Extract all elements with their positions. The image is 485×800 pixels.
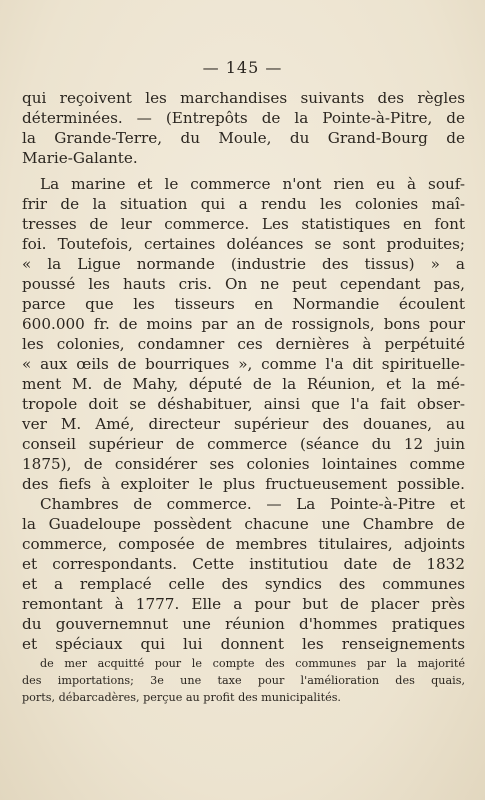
text-line: foi. Toutefois, certaines doléances se sont produites; xyxy=(22,235,465,253)
text-line: tresses de leur commerce. Les statistiques en font xyxy=(22,215,465,233)
text-line: et correspondants. Cette institutiou date de 1832 xyxy=(22,555,465,573)
body-paragraphs xyxy=(22,88,465,494)
text-line: et spéciaux qui lui donnent les renseignements xyxy=(22,635,465,653)
text-line: remontant à 1777. Elle a pour but de placer près xyxy=(22,595,465,613)
text-line: 1875), de considérer ses colonies lointaines comme xyxy=(22,455,465,473)
text-line: et a remplacé celle des syndics des communes xyxy=(22,575,465,593)
text-line: qui reçoivent les marchandises suivants des règles xyxy=(22,89,465,107)
text-line: la Guadeloupe possèdent chacune une Chambre de xyxy=(22,515,465,533)
text-line: tropole doit se déshabituer, ainsi que l'a fait obser- xyxy=(22,395,465,413)
text-line: commerce, composée de membres titulaires, adjoints xyxy=(22,535,465,553)
text-line: poussé les hauts cris. On ne peut cependant pas, xyxy=(22,275,465,293)
footnote xyxy=(22,655,465,706)
footnote-line: des importations; 3e une taxe pour l'amélioration des quais, xyxy=(22,674,465,687)
text-line: « la Ligue normande (industrie des tissus) » a xyxy=(22,255,465,273)
text-line: du gouvernemnut une réunion d'hommes pratiques xyxy=(22,615,465,633)
chambres-de-commerce-section xyxy=(22,494,465,654)
text-line: « aux œils de bourriques », comme l'a dit spirituelle- xyxy=(22,355,465,373)
text-line: ver M. Amé, directeur supérieur des douanes, au xyxy=(22,415,465,433)
text-line: ment M. de Mahy, député de la Réunion, et la mé- xyxy=(22,375,465,393)
text-line: La marine et le commerce n'ont rien eu à souf- xyxy=(40,175,465,193)
footnote-line: ports, débarcadères, perçue au profit des municipalités. xyxy=(22,691,341,704)
text-line: des fiefs à exploiter le plus fructueusement possible. xyxy=(22,475,465,493)
text-line: 600.000 fr. de moins par an de rossignols, bons pour xyxy=(22,315,465,333)
text-line: Chambres de commerce. — La Pointe-à-Pitre et xyxy=(40,495,465,513)
page-number: — 145 — xyxy=(202,58,283,77)
text-line: conseil supérieur de commerce (séance du 12 juin xyxy=(22,435,465,453)
text-line: déterminées. — (Entrepôts de la Pointe-à-Pitre, de xyxy=(22,109,465,127)
text-line: parce que les tisseurs en Normandie écoulent xyxy=(22,295,465,313)
text-line: Marie-Galante. xyxy=(22,149,138,167)
text-line: frir de la situation qui a rendu les colonies maî- xyxy=(22,195,465,213)
text-line: la Grande-Terre, du Moule, du Grand-Bourg de xyxy=(22,129,465,147)
footnote-line: de mer acquitté pour le compte des communes par la majorité xyxy=(40,657,465,670)
text-line: les colonies, condamner ces dernières à perpétuité xyxy=(22,335,465,353)
